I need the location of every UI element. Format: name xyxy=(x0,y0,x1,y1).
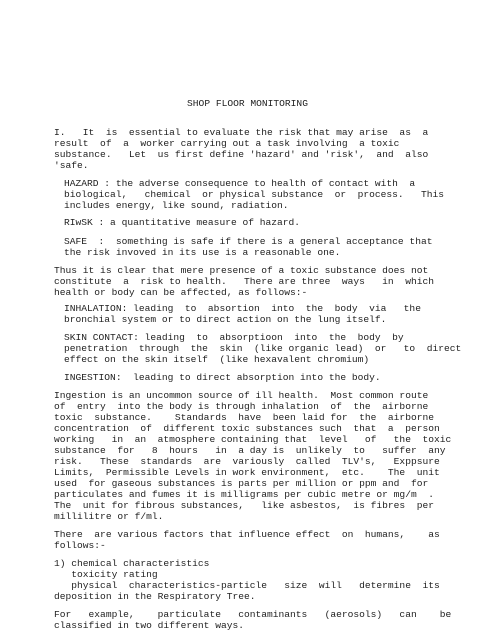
thus-paragraph: Thus it is clear that mere presence of a toxic substance does not xyxy=(54,265,429,276)
inhalation-item: INHALATION: leading to absortion into the body via the xyxy=(64,303,421,314)
intro-line: substance. Let us first define 'hazard' and 'risk', and also xyxy=(54,149,429,160)
factor-list-item: toxicity rating xyxy=(54,569,158,580)
skin-contact-item: effect on the skin itself (like hexavalent chromium) xyxy=(64,354,370,365)
ingestion-paragraph: of entry into the body is through inhalation of the airborne xyxy=(54,401,429,412)
hazard-definition: HAZARD : the adverse consequence to health of contact with a xyxy=(64,178,416,189)
ingestion-paragraph: particulates and fumes it is milligrams per cubic metre or mg/m . xyxy=(54,489,434,500)
inhalation-item: bronchial system or to direct action on the lung itself. xyxy=(64,314,387,325)
factors-paragraph: There are various factors that influence effect on humans, as xyxy=(54,529,440,540)
intro-line: I. It is essential to evaluate the risk that may arise as a xyxy=(54,127,429,138)
hazard-definition: includes energy, like sound, radiation. xyxy=(64,200,289,211)
ingestion-paragraph: used for gaseous substances is parts per million or ppm and for xyxy=(54,478,429,489)
ingestion-paragraph: risk. These standards are variously called TLV's, Exppsure xyxy=(54,456,440,467)
example-paragraph: classified in two different ways. xyxy=(54,620,244,631)
risk-definition: RIwSK : a quantitative measure of hazard. xyxy=(64,217,301,228)
ingestion-paragraph: Limits, Permissible Levels in work environment, etc. The unit xyxy=(54,467,440,478)
ingestion-paragraph: substance for 8 hours in a day is unlikely to suffer any xyxy=(54,445,446,456)
ingestion-paragraph: The unit for fibrous substances, like asbestos, is fibres per xyxy=(54,500,434,511)
skin-contact-item: penetration through the skin (like organic lead) or to direct xyxy=(64,343,462,354)
thus-paragraph: health or body can be affected, as follows:- xyxy=(54,287,308,298)
thus-paragraph: constitute a risk to health. There are three ways in which xyxy=(54,276,434,287)
ingestion-paragraph: Ingestion is an uncommon source of ill health. Most common route xyxy=(54,390,429,401)
ingestion-paragraph: toxic substance. Standards have been laid for the airborne xyxy=(54,412,434,423)
skin-contact-item: SKIN CONTACT: leading to absorptioon into the body by xyxy=(64,332,404,343)
factor-list-item: 1) chemical characteristics xyxy=(54,558,210,569)
safe-definition: the risk invoved in its use is a reasonable one. xyxy=(64,247,341,258)
factor-list-item: physical characteristics-particle size will determine its xyxy=(54,580,440,591)
factors-paragraph: follows:- xyxy=(54,540,106,551)
document-title: SHOP FLOOR MONITORING xyxy=(187,98,308,109)
ingestion-paragraph: millilitre or f/ml. xyxy=(54,511,164,522)
intro-line: result of a worker carrying out a task involving a toxic xyxy=(54,138,400,149)
ingestion-paragraph: working in an atmosphere containing that level of the toxic xyxy=(54,434,452,445)
hazard-definition: biological, chemical or physical substance or process. This xyxy=(64,189,444,200)
ingestion-item: INGESTION: leading to direct absorption into the body. xyxy=(64,372,381,383)
ingestion-paragraph: concentration of different toxic substances such that a person xyxy=(54,423,440,434)
intro-line: 'safe. xyxy=(54,160,89,171)
factor-list-item: deposition in the Respiratory Tree. xyxy=(54,591,256,602)
safe-definition: SAFE : something is safe if there is a general acceptance that xyxy=(64,236,433,247)
example-paragraph: For example, particulate contaminants (aerosols) can be xyxy=(54,609,452,620)
